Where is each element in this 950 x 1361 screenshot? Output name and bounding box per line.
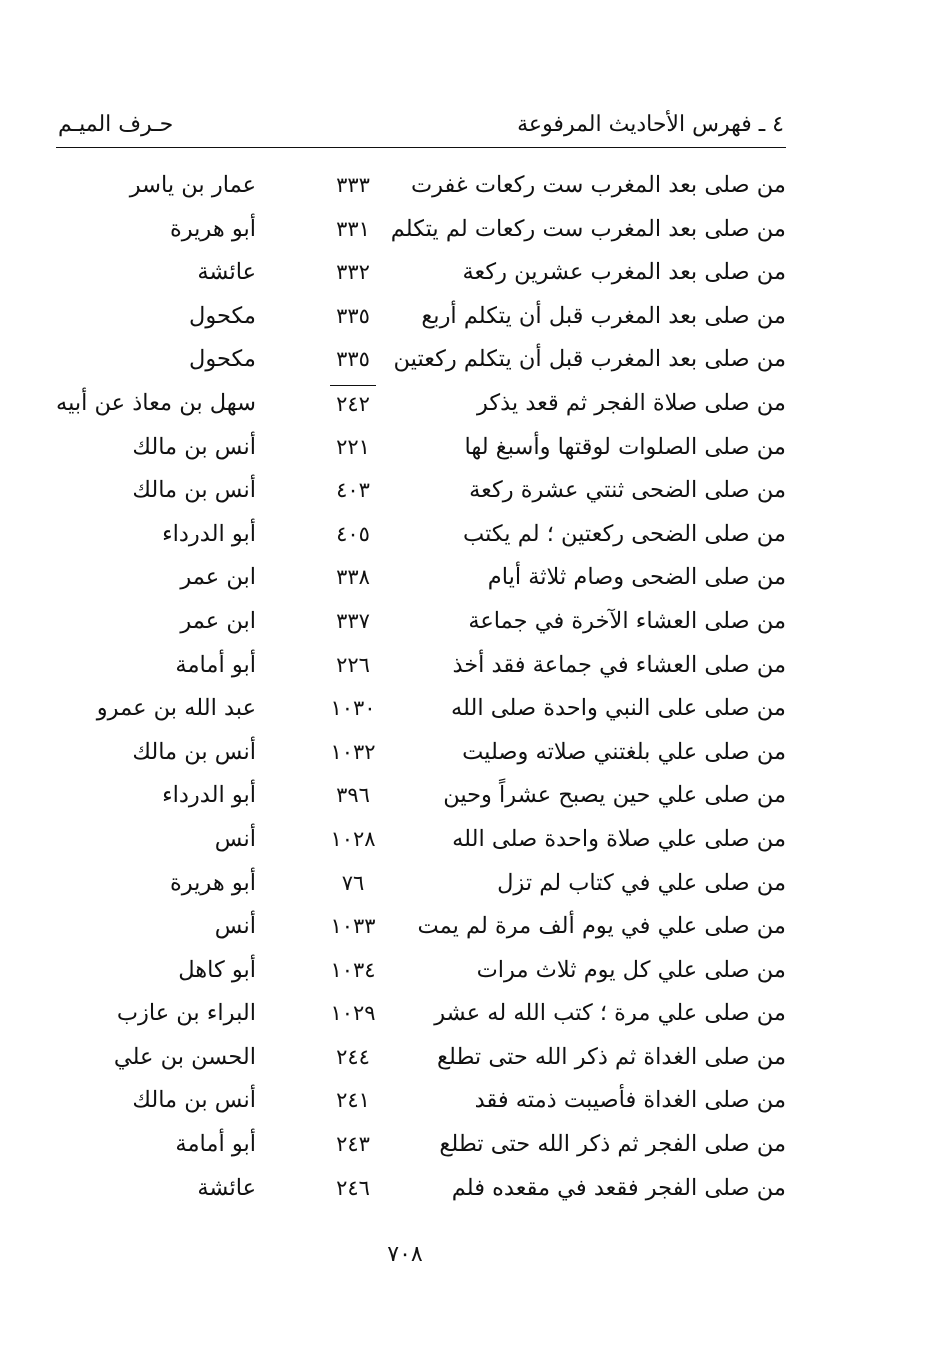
hadith-text: من صلى العشاء في جماعة فقد أخذ bbox=[452, 651, 786, 678]
narrator: عائشة bbox=[197, 1174, 256, 1201]
hadith-text: من صلى العشاء الآخرة في جماعة bbox=[468, 607, 786, 634]
narrator: مكحول bbox=[189, 302, 256, 329]
narrator: أبو الدرداء bbox=[162, 782, 256, 809]
list-item bbox=[30, 1168, 786, 1212]
hadith-number: ٤٠٥ bbox=[336, 521, 370, 546]
header-divider bbox=[56, 147, 786, 148]
hadith-number: ١٠٣٠ bbox=[330, 696, 376, 721]
hadith-text: من صلى علي كل يوم ثلاث مرات bbox=[476, 956, 786, 983]
list-item bbox=[30, 1124, 786, 1168]
list-item bbox=[30, 775, 786, 819]
hadith-text: من صلى الغداة فأصيبت ذمته فقد bbox=[474, 1087, 786, 1114]
narrator: أنس بن مالك bbox=[132, 738, 256, 765]
hadith-text: من صلى بعد المغرب قبل أن يتكلم أربع bbox=[421, 302, 786, 329]
hadith-number: ٢٤٢ bbox=[330, 385, 376, 422]
hadith-number: ٣٩٦ bbox=[336, 783, 370, 808]
hadith-text: من صلى علي مرة ؛ كتب الله له عشر bbox=[434, 1000, 786, 1027]
narrator: أنس bbox=[214, 825, 256, 852]
list-item bbox=[30, 209, 786, 253]
list-item bbox=[30, 950, 786, 994]
hadith-number: ٣٣٥ bbox=[336, 303, 370, 328]
narrator: ابن عمر bbox=[180, 607, 256, 634]
hadith-text: من صلى بعد المغرب عشرين ركعة bbox=[462, 259, 786, 286]
list-item bbox=[30, 427, 786, 471]
narrator: أبو أمامة bbox=[175, 1131, 256, 1158]
page-header bbox=[58, 108, 784, 144]
list-item bbox=[30, 296, 786, 340]
hadith-number: ٣٣٥ bbox=[336, 347, 370, 372]
hadith-text: من صلى الفجر فقعد في مقعده فلم bbox=[451, 1174, 786, 1201]
hadith-number: ٣٣٣ bbox=[336, 173, 370, 197]
list-item bbox=[30, 252, 786, 296]
narrator: مكحول bbox=[189, 346, 256, 373]
hadith-text: من صلى صلاة الفجر ثم قعد يذكر bbox=[476, 389, 786, 416]
list-item bbox=[30, 470, 786, 514]
hadith-number: ١٠٣٣ bbox=[330, 914, 376, 939]
hadith-text: من صلى الضحى ثنتي عشرة ركعة bbox=[469, 477, 786, 504]
hadith-number: ١٠٣٤ bbox=[330, 957, 376, 982]
list-item bbox=[30, 863, 786, 907]
chapter-title: حـرف الميـم bbox=[58, 112, 174, 137]
hadith-text: من صلى الضحى ركعتين ؛ لم يكتب bbox=[463, 520, 786, 547]
hadith-number: ٢٤١ bbox=[336, 1088, 370, 1113]
page-number: ٧٠٨ bbox=[387, 1242, 423, 1267]
narrator: الحسن بن علي bbox=[113, 1043, 256, 1070]
hadith-text: من صلى علي في يوم ألف مرة لم يمت bbox=[417, 913, 786, 940]
hadith-number: ٣٣٨ bbox=[336, 565, 370, 590]
hadith-text: من صلى علي صلاة واحدة صلى الله bbox=[452, 825, 786, 852]
list-item bbox=[30, 165, 786, 209]
list-item bbox=[30, 383, 786, 427]
narrator: أبو هريرة bbox=[169, 869, 256, 896]
narrator: سهل بن معاذ عن أبيه bbox=[56, 389, 256, 416]
hadith-text: من صلى علي حين يصبح عشراً وحين bbox=[443, 782, 786, 809]
hadith-number: ٤٠٣ bbox=[336, 478, 370, 503]
hadith-number: ٢٤٣ bbox=[336, 1132, 370, 1157]
hadith-number: ٣٣٧ bbox=[336, 608, 370, 633]
hadith-text: من صلى الغداة ثم ذكر الله حتى تطلع bbox=[437, 1043, 786, 1070]
narrator: أنس بن مالك bbox=[132, 477, 256, 504]
hadith-number: ٧٦ bbox=[341, 870, 365, 895]
hadith-text: من صلى الفجر ثم ذكر الله حتى تطلع bbox=[439, 1131, 786, 1158]
hadith-text: من صلى علي بلغتني صلاته وصليت bbox=[462, 738, 786, 765]
hadith-number: ٢٤٦ bbox=[336, 1175, 370, 1200]
hadith-text: من صلى على النبي واحدة صلى الله bbox=[450, 695, 786, 722]
hadith-number: ٣٣٢ bbox=[336, 260, 370, 285]
narrator: عبد الله بن عمرو bbox=[96, 695, 256, 722]
list-item bbox=[30, 514, 786, 558]
hadith-index-list bbox=[30, 165, 786, 1211]
narrator: عائشة bbox=[197, 259, 256, 286]
narrator: أنس bbox=[214, 913, 256, 940]
narrator: أنس بن مالك bbox=[132, 433, 256, 460]
hadith-text: من صلى بعد المغرب ست ركعات غفرت bbox=[410, 172, 786, 198]
narrator: عمار بن ياسر bbox=[129, 172, 256, 198]
list-item bbox=[30, 906, 786, 950]
narrator: أنس بن مالك bbox=[132, 1087, 256, 1114]
list-item bbox=[30, 993, 786, 1037]
hadith-text: من صلى بعد المغرب ست ركعات لم يتكلم bbox=[390, 215, 786, 242]
hadith-number: ٢٢٦ bbox=[336, 652, 370, 677]
hadith-number: ٢٢١ bbox=[336, 434, 370, 459]
hadith-number: ١٠٢٩ bbox=[330, 1001, 376, 1026]
narrator: ابن عمر bbox=[180, 564, 256, 591]
hadith-number: ٢٤٤ bbox=[336, 1044, 370, 1069]
hadith-number: ٣٣١ bbox=[336, 216, 370, 241]
list-item bbox=[30, 339, 786, 383]
list-item bbox=[30, 1080, 786, 1124]
hadith-text: من صلى الضحى وصام ثلاثة أيام bbox=[487, 564, 786, 591]
section-title: ٤ ـ فهرس الأحاديث المرفوعة bbox=[517, 112, 784, 137]
list-item bbox=[30, 601, 786, 645]
hadith-text: من صلى بعد المغرب قبل أن يتكلم ركعتين bbox=[393, 346, 786, 373]
list-item bbox=[30, 645, 786, 689]
hadith-text: من صلى الصلوات لوقتها وأسبغ لها bbox=[464, 433, 786, 460]
hadith-text: من صلى علي في كتاب لم تزل bbox=[497, 869, 786, 896]
narrator: البراء بن عازب bbox=[116, 1000, 256, 1027]
list-item bbox=[30, 557, 786, 601]
narrator: أبو كاهل bbox=[178, 956, 256, 983]
narrator: أبو هريرة bbox=[169, 215, 256, 242]
list-item bbox=[30, 732, 786, 776]
narrator: أبو أمامة bbox=[175, 651, 256, 678]
narrator: أبو الدرداء bbox=[162, 520, 256, 547]
hadith-number: ١٠٢٨ bbox=[330, 826, 376, 851]
hadith-number: ١٠٣٢ bbox=[330, 739, 376, 764]
list-item bbox=[30, 688, 786, 732]
list-item bbox=[30, 1037, 786, 1081]
list-item bbox=[30, 819, 786, 863]
